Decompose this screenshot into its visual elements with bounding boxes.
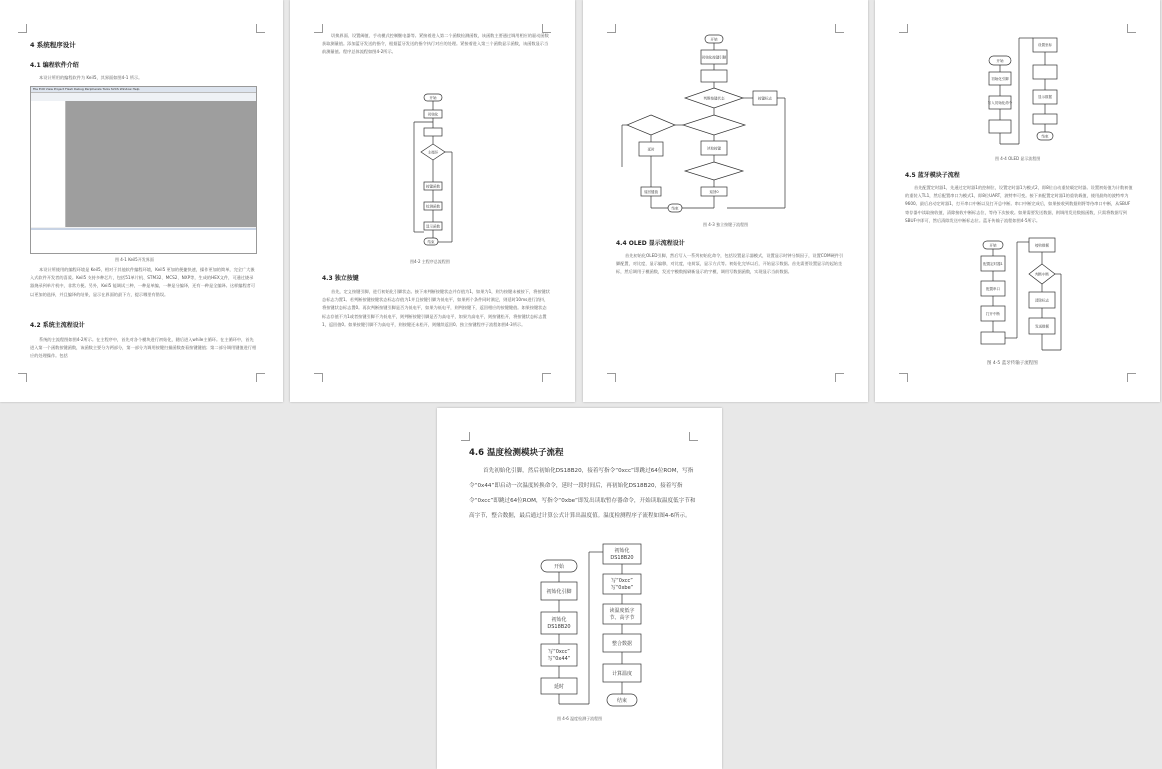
svg-text:结束: 结束 xyxy=(427,240,435,244)
paragraph-keil: 本设计所使用的编程环境是 Keil5，相对于其他软件编程环境，Keil5 更加的便捷快速，操作更加的简单，完全广大嵌入式软件开发者的喜爱。Keil5 支持多种芯片，包括51单片机、STM32、MCS2、NXP等，生成的HEX文件，可通过烧录器烧录到单片机中，非常方便。另外，Keil5 能调试三种，一种是单编，一种是分编译，还有一种是全编译。这样编程者可以更加的选择，并且编译的结果，显示在界面的最下方，提示哪里有错误。 xyxy=(30,267,256,297)
svg-text:整合数据: 整合数据 xyxy=(611,641,633,647)
paragraph-intro: 本设计所用的编程软件为 Keil5，其界面如图4-1 所示。 xyxy=(39,75,143,80)
paragraph-main-flow-cont: 切换界面、设置阈值、手动模式控制继电器等。紧接着进入第二个函数检测函数，该函数主要通过调用相应的驱动函数获取测量值。添加蓝牙发送的指令，根据蓝牙发送的指令执行对应的处理。紧接着进入第三个函数显示函数，该函数显示当前测量值。程序总体流程如图4-2所示。 xyxy=(322,33,549,55)
oled-flowchart xyxy=(983,36,1073,156)
svg-text:按键函数: 按键函数 xyxy=(426,184,440,189)
svg-text:延时: 延时 xyxy=(647,147,655,152)
document-page-1[interactable] xyxy=(0,0,283,402)
svg-text:结束: 结束 xyxy=(1041,134,1049,139)
paragraph-temperature: 首先初始化引脚，然后初始化DS18B20，接着写指令“0xcc”即跳过64位ROM，写指令“0x44”即启动一次温度转换命令，延时一段时间后，再初始化DS18B20，接着写指令“0xcc”即跳过64位ROM，写指令“0xbe”即发出读取暂存器命令，开始读取温度低字节和高字节，整合数据，最后通过计算公式计算出温度值。温度检测程序子流程如图4-6所示。 xyxy=(469,468,696,519)
svg-text:写“0x44”: 写“0x44” xyxy=(547,656,571,662)
svg-text:开始: 开始 xyxy=(429,96,437,100)
figure-caption-4-6: 图 4-6 温度检测子流程图 xyxy=(557,716,603,721)
screenshot-editor-area xyxy=(66,101,256,227)
paragraph-key: 首先，定义按键引脚，进行初始化引脚状态。接下来判断按键状态并存值为1，如果为1，则为按键未被按下，将按键状态标志为置1。若判断按键按键状态标志存值为1并且按键引脚为低电平，如果两个条件同时满足，则延时10ms进行消抖，将按键状态标志置0。再次判断按键引脚是否为低电平，如果为低电平，则判按键下，返回相应的按键键值。如果按键状态标志存值不为1或者按键引脚不为低电平，则判断按键引脚是否为高电平，如果为高电平，则按键松开，将按键状态标志置1，返回值0。如果按键引脚不为高电平，则按键还未松开，则继续返回0。独立按键程序子流程如图4-3所示。 xyxy=(322,289,550,327)
temperature-flowchart xyxy=(537,542,647,712)
svg-text:开始: 开始 xyxy=(553,564,565,570)
paragraph-main-flow: 系统的主流程图如图4-2所示。在主程序中，首先对各个模块进行初始化，随后进入while主循环。在主循环中，首先进入第一个函数按键函数，该函数主要分为两部分，第一部分为调用按键扫描函数查看按键键值；第二部分调用键值进行相应的处理操作。包括 xyxy=(30,337,257,359)
svg-text:开始: 开始 xyxy=(996,59,1004,63)
svg-text:主循环: 主循环 xyxy=(427,150,439,155)
svg-text:结束: 结束 xyxy=(671,206,679,211)
svg-text:初始化: 初始化 xyxy=(551,617,567,623)
svg-text:接收数据: 接收数据 xyxy=(1035,243,1049,248)
screenshot-project-pane xyxy=(31,101,66,227)
key-flowchart xyxy=(613,32,813,217)
svg-text:初始化引脚: 初始化引脚 xyxy=(991,77,1009,81)
svg-text:配置定时器1: 配置定时器1 xyxy=(983,262,1003,266)
svg-text:结束: 结束 xyxy=(616,698,628,704)
svg-text:发送数据: 发送数据 xyxy=(1035,324,1049,329)
svg-text:按键标志: 按键标志 xyxy=(758,96,772,101)
heading-temperature: 4.6 温度检测模块子流程 xyxy=(469,448,564,458)
svg-text:设置坐标: 设置坐标 xyxy=(1038,43,1052,47)
heading-bluetooth: 4.5 蓝牙模块子流程 xyxy=(905,172,960,179)
svg-text:返回0: 返回0 xyxy=(709,190,719,194)
svg-text:初始化引脚: 初始化引脚 xyxy=(546,589,572,595)
svg-text:开始: 开始 xyxy=(710,37,718,42)
heading-main-flow: 4.2 系统主流程设计 xyxy=(30,322,85,329)
svg-text:开始: 开始 xyxy=(989,243,997,248)
figure-caption-4-2: 图4-2 主程序总流程图 xyxy=(410,259,450,264)
svg-text:清除标志: 清除标志 xyxy=(1035,298,1049,303)
svg-text:初始化: 初始化 xyxy=(427,112,439,117)
svg-text:判断按键状态: 判断按键状态 xyxy=(703,96,725,101)
screenshot-menubar: File Edit View Project Flash Debug Peripherals Tools SVCS Window Help xyxy=(31,87,256,93)
svg-text:写“0xcc”: 写“0xcc” xyxy=(611,578,633,584)
svg-text:检测函数: 检测函数 xyxy=(426,204,440,209)
heading-key: 4.3 独立按键 xyxy=(322,275,359,282)
heading-oled: 4.4 OLED 显示流程设计 xyxy=(616,240,685,247)
document-page-4[interactable] xyxy=(875,0,1160,402)
svg-text:显示数据: 显示数据 xyxy=(1038,95,1052,99)
document-page-3[interactable] xyxy=(583,0,868,402)
svg-text:初始化按键引脚: 初始化按键引脚 xyxy=(701,55,727,60)
svg-text:初始化: 初始化 xyxy=(614,548,630,554)
svg-text:返回键值: 返回键值 xyxy=(644,190,658,194)
svg-text:DS18B20: DS18B20 xyxy=(610,555,634,561)
svg-text:延时: 延时 xyxy=(553,684,565,690)
svg-text:写“0xcc”: 写“0xcc” xyxy=(548,649,570,655)
paragraph-bluetooth: 首先配置定时器1，先通过定时器1的控制位，设置定时器1为模式2，即8位自动重装载定时器。设置初始值为计数初值的重装入TL1，然后配置串口为模式1，即8位UART，波特率可变。接下来配置定时器1的重装载值，使用最终的波特率为9600。最后启动定时器1，打开串口中断以及打开总中断。串口中断完成后，如果接收到数据则将等待串口中断，从SBUF寄存器中读取接收值，清除接收中断标志位，等待下次接收。如果需要发送数据，则调用发送数据函数，只需将数据写到SBUF中即可，然后清除发送中断标志位。蓝牙传输子流程如图4-5所示。 xyxy=(905,185,1133,223)
heading-software-intro: 4.1 编程软件介绍 xyxy=(30,62,79,69)
figure-caption-4-4: 图 4-4 OLED 显示流程图 xyxy=(995,156,1041,161)
svg-text:打开中断: 打开中断 xyxy=(986,312,1000,316)
svg-text:DS18B20: DS18B20 xyxy=(547,624,571,630)
figure-caption-4-3: 图 4-3 独立按键子流程图 xyxy=(703,222,749,227)
svg-text:判断中断: 判断中断 xyxy=(1035,272,1049,277)
screenshot-build-output xyxy=(31,228,256,253)
paragraph-oled: 首先初始化OLED引脚，然后写入一系列初始化命令，包括设置显示器模式，设置显示时钟分频因子，设置COM硬件引脚配置，对比度，显示偏移，对比度，电荷泵，显示方式等。初始化完毕以后，开始显示数据。首先需要设置显示的起始坐标，然后调用子模函数，发送字模数据刷新显示的字模，调用写数据函数，实现显示当前数据。 xyxy=(616,253,844,275)
main-flowchart xyxy=(408,92,458,252)
svg-text:节、高字节: 节、高字节 xyxy=(609,615,635,621)
bluetooth-flowchart xyxy=(979,238,1069,356)
svg-text:计算温度: 计算温度 xyxy=(611,671,633,677)
figure-caption-4-1: 图 4-1 Keil5开发界面 xyxy=(115,257,154,262)
heading-system-design: 4 系统程序设计 xyxy=(30,41,76,49)
figure-caption-4-5: 图 4-5 蓝牙传输子流程图 xyxy=(987,361,1038,366)
svg-text:写入初始化命令: 写入初始化命令 xyxy=(987,101,1013,105)
svg-text:显示函数: 显示函数 xyxy=(426,224,440,229)
svg-text:读温度低字: 读温度低字 xyxy=(609,608,635,614)
keil-screenshot xyxy=(30,86,257,254)
document-page-5[interactable] xyxy=(437,408,722,769)
document-page-2[interactable] xyxy=(290,0,575,402)
svg-text:配置串口: 配置串口 xyxy=(986,287,1000,291)
svg-text:写“0xbe”: 写“0xbe” xyxy=(610,585,634,591)
svg-text:读取按键: 读取按键 xyxy=(707,146,721,151)
